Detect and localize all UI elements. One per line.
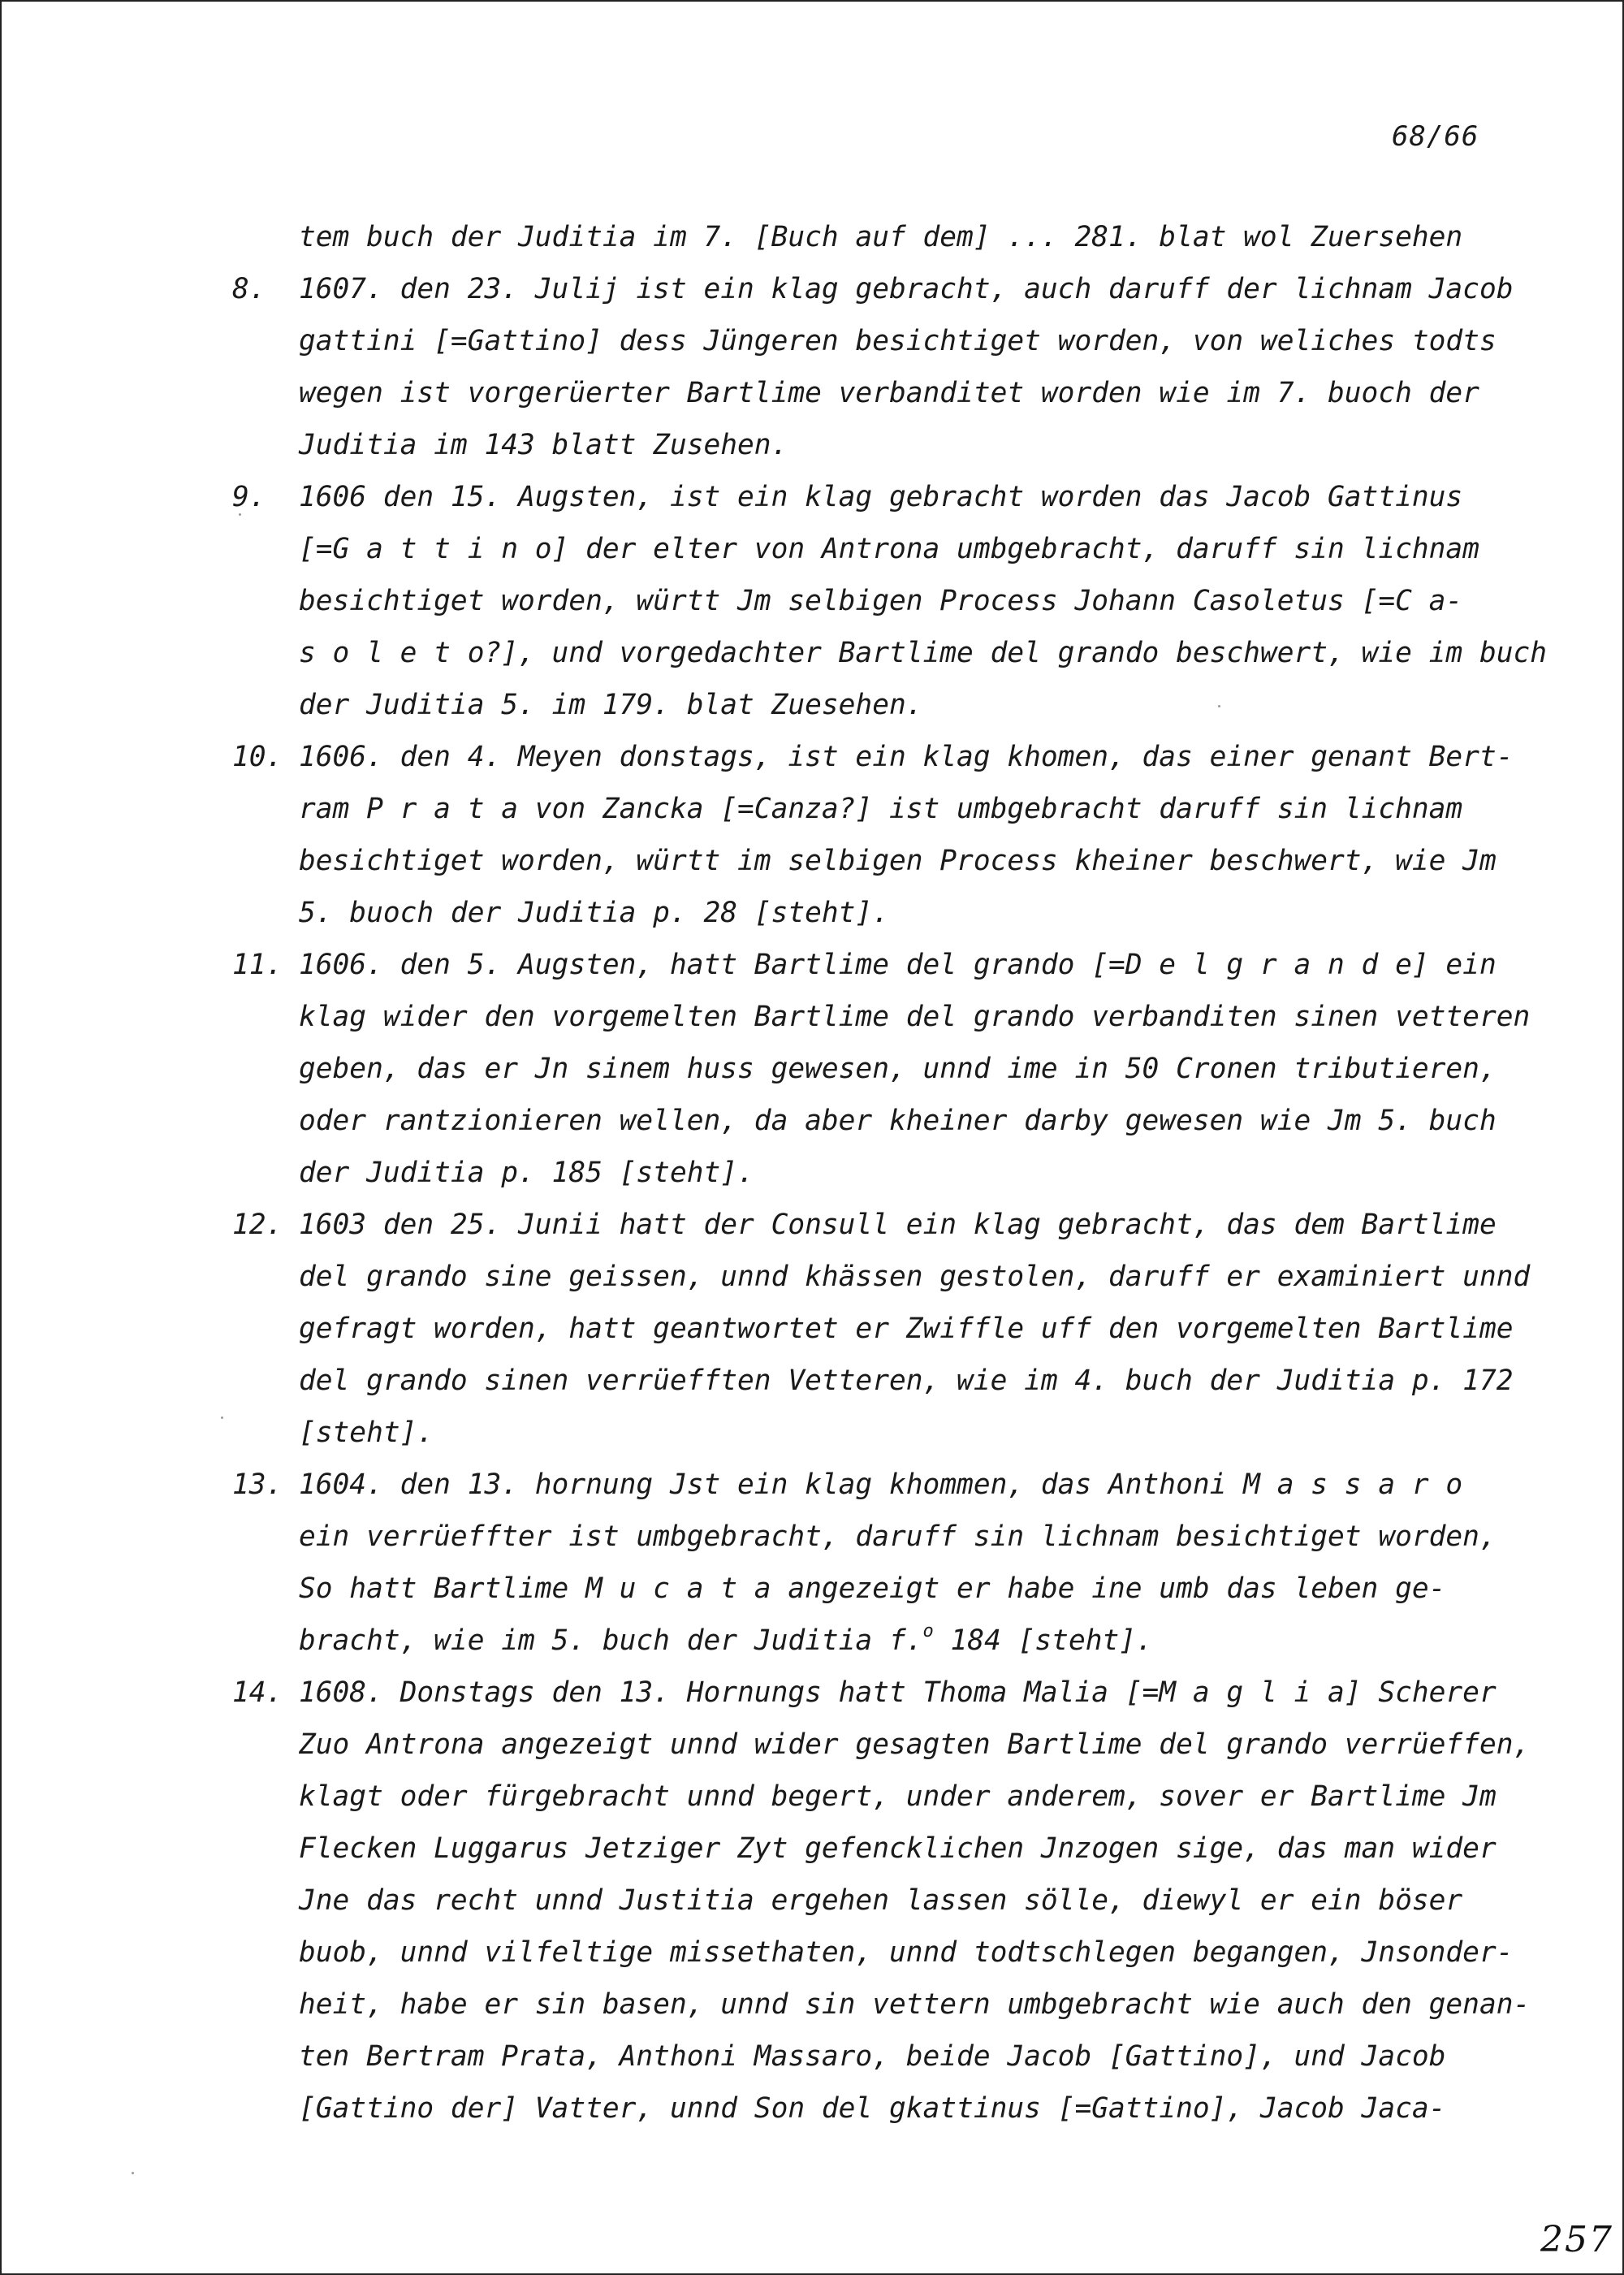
line-text: besichtiget worden, württ Jm selbigen Process Johann Casoletus [=C a- [299, 585, 1463, 617]
line-text: 1606 den 15. Augsten, ist ein klag gebracht worden das Jacob Gattinus [299, 481, 1463, 513]
line-text: der Juditia p. 185 [steht]. [299, 1157, 754, 1189]
scan-speck [1218, 705, 1220, 707]
line-text: 1604. den 13. hornung Jst ein klag khommen, das Anthoni M a s s a r o [299, 1468, 1463, 1501]
line-text: buob, unnd vilfeltige missethaten, unnd todtschlegen begangen, Jnsonder- [299, 1936, 1514, 1969]
scan-speck [239, 513, 241, 516]
line-text: 1603 den 25. Junii hatt der Consull ein klag gebracht, das dem Bartlime [299, 1209, 1497, 1241]
line-text: So hatt Bartlime M u c a t a angezeigt er habe ine umb das leben ge- [299, 1572, 1446, 1605]
superscript-o: o [922, 1621, 934, 1641]
line-text: Zuo Antrona angezeigt unnd wider gesagten Bartlime del grando verrüeffen, [299, 1728, 1531, 1761]
page-number: 68/66 [1392, 120, 1479, 153]
line-text: klag wider den vorgemelten Bartlime del grando verbanditen sinen vetteren [299, 1001, 1531, 1033]
line-text: Jne das recht unnd Justitia ergehen lassen sölle, diewyl er ein böser [299, 1884, 1463, 1917]
entry-number: 9. [232, 481, 266, 513]
line-text: del grando sine geissen, unnd khässen gestolen, daruff er examiniert unnd [299, 1261, 1531, 1293]
line-text-main: bracht, wie im 5. buch der Juditia f. [299, 1624, 923, 1657]
line-text: heit, habe er sin basen, unnd sin vettern umbgebracht wie auch den genan- [299, 1988, 1531, 2021]
line-text: gefragt worden, hatt geantwortet er Zwiffle uff den vorgemelten Bartlime [299, 1313, 1514, 1345]
entry-number: 11. [232, 949, 283, 981]
line-text: ram P r a t a von Zancka [=Canza?] ist umbgebracht daruff sin lichnam [299, 793, 1463, 825]
line-text: oder rantzionieren wellen, da aber kheiner darby gewesen wie Jm 5. buch [299, 1105, 1497, 1137]
scan-speck [132, 2172, 134, 2174]
line-text: 1607. den 23. Julij ist ein klag gebracht, auch daruff der lichnam Jacob [299, 273, 1514, 305]
line-text: 5. buoch der Juditia p. 28 [steht]. [299, 897, 889, 929]
entry-number: 14. [232, 1676, 283, 1709]
line-text: ein verrüeffter ist umbgebracht, daruff sin lichnam besichtiget worden, [299, 1520, 1497, 1553]
line-text: klagt oder fürgebracht unnd begert, under anderem, sover er Bartlime Jm [299, 1780, 1497, 1813]
line-text: [=G a t t i n o] der elter von Antrona umbgebracht, daruff sin lichnam [299, 533, 1479, 565]
entry-number: 8. [232, 273, 266, 305]
line-text: 1608. Donstags den 13. Hornungs hatt Thoma Malia [=M a g l i a] Scherer [299, 1676, 1497, 1709]
line-text: ten Bertram Prata, Anthoni Massaro, beide Jacob [Gattino], und Jacob [299, 2040, 1446, 2073]
scan-speck [221, 1416, 223, 1419]
line-text: [steht]. [299, 1416, 434, 1449]
entry-number: 10. [232, 741, 283, 773]
line-text: Flecken Luggarus Jetziger Zyt gefencklichen Jnzogen sige, das man wider [299, 1832, 1497, 1865]
line-text: tem buch der Juditia im 7. [Buch auf dem] ... 281. blat wol Zuersehen [299, 221, 1463, 253]
line-text: del grando sinen verrüefften Vetteren, wie im 4. buch der Juditia p. 172 [299, 1365, 1514, 1397]
line-text-tail: 184 [steht]. [933, 1624, 1153, 1657]
line-text: [Gattino der] Vatter, unnd Son del gkattinus [=Gattino], Jacob Jaca- [299, 2092, 1446, 2125]
line-text: 1606. den 5. Augsten, hatt Bartlime del grando [=D e l g r a n d e] ein [299, 949, 1497, 981]
entry-number: 12. [232, 1209, 283, 1241]
handwritten-folio-number: 257 [1540, 2219, 1613, 2260]
line-text: s o l e t o?], und vorgedachter Bartlime del grando beschwert, wie im buch [299, 637, 1548, 669]
line-text: wegen ist vorgerüerter Bartlime verbanditet worden wie im 7. buoch der [299, 377, 1479, 409]
line-text: der Juditia 5. im 179. blat Zuesehen. [299, 689, 923, 721]
line-text: Juditia im 143 blatt Zusehen. [299, 429, 788, 461]
line-text: geben, das er Jn sinem huss gewesen, unnd ime in 50 Cronen tributieren, [299, 1053, 1497, 1085]
line-text: besichtiget worden, württ im selbigen Process kheiner beschwert, wie Jm [299, 845, 1497, 877]
entry-number: 13. [232, 1468, 283, 1501]
line-text [299, 1615, 1153, 1671]
line-text: 1606. den 4. Meyen donstags, ist ein klag khomen, das einer genant Bert- [299, 741, 1514, 773]
line-text: gattini [=Gattino] dess Jüngeren besichtiget worden, von weliches todts [299, 325, 1497, 357]
